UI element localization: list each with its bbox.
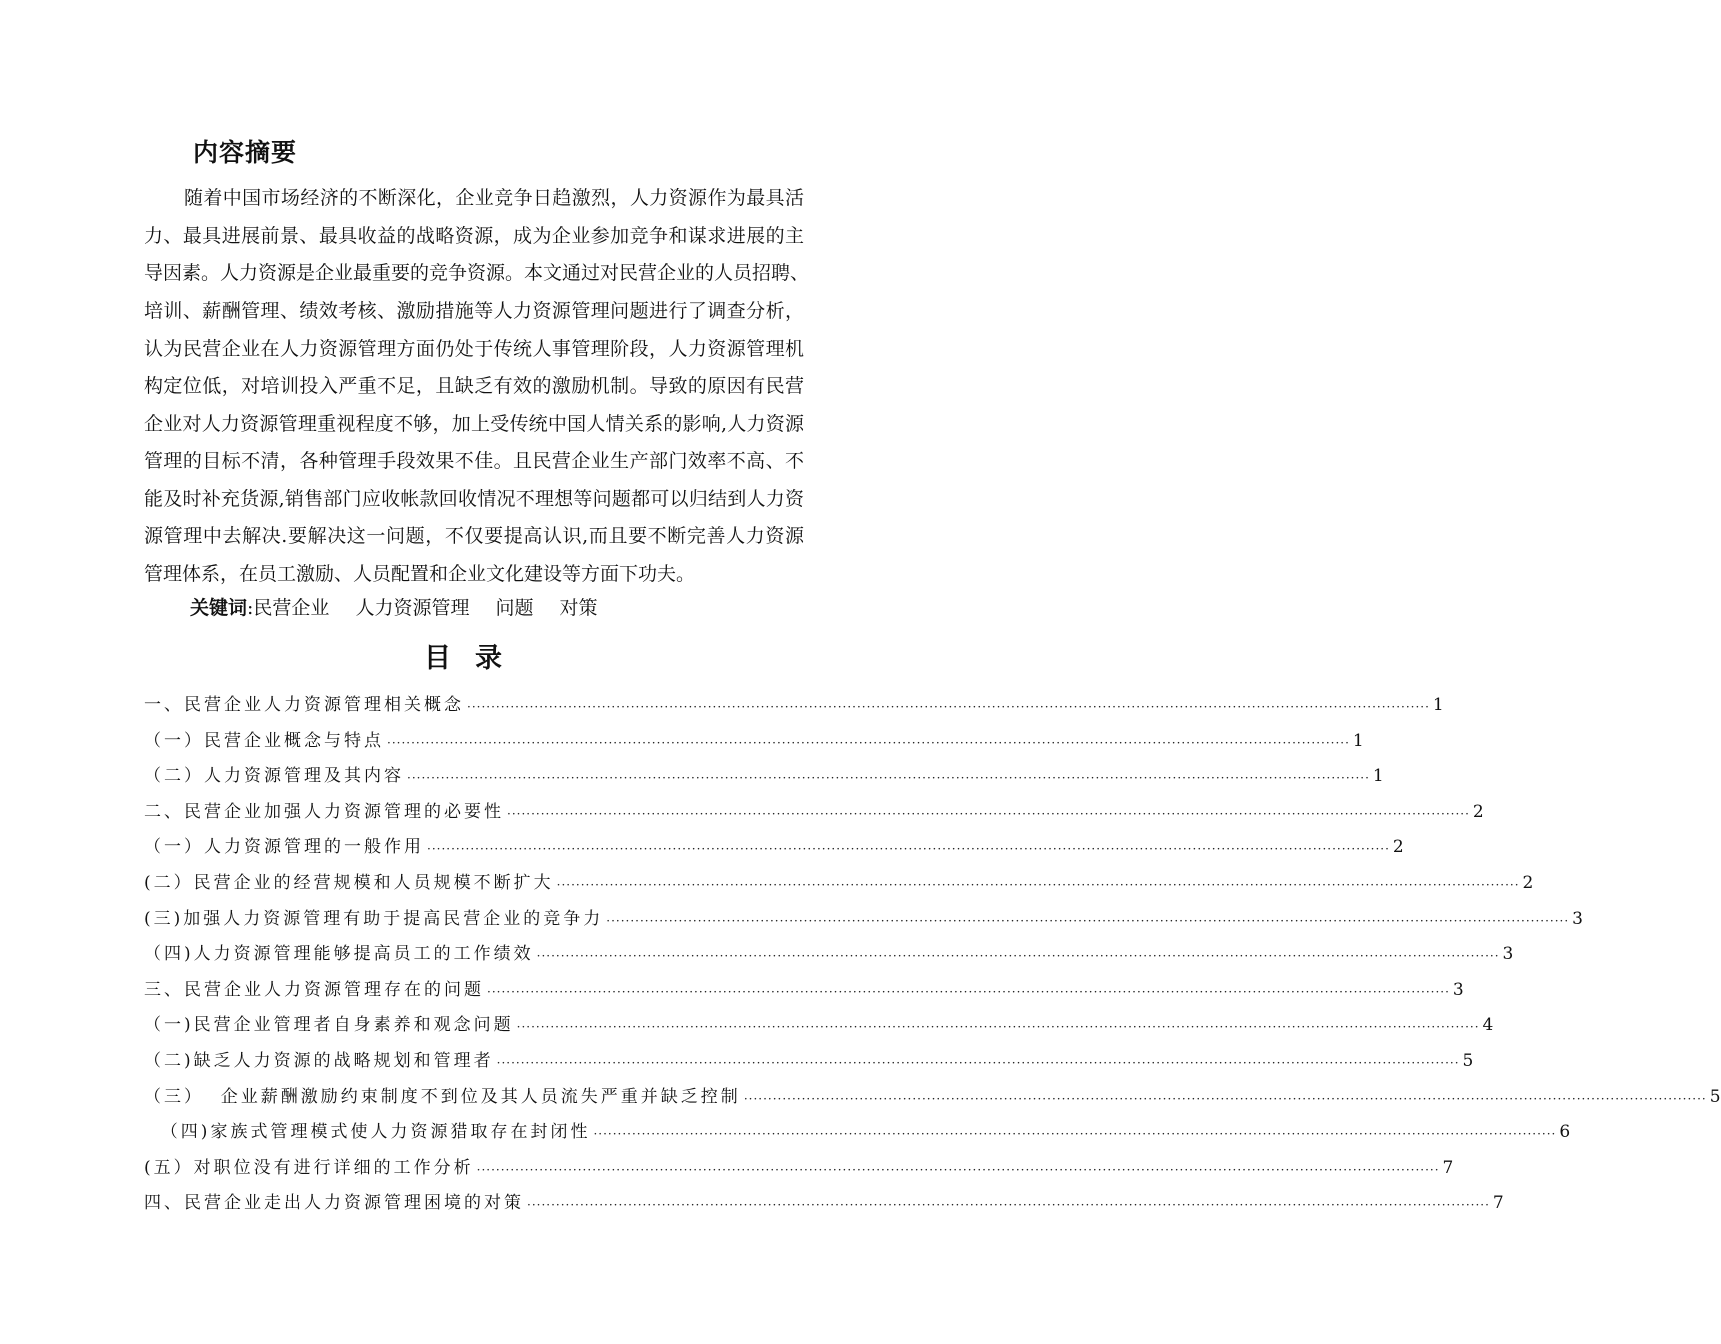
toc-entry[interactable] xyxy=(144,1048,1474,1074)
toc-page-number: 2 xyxy=(1472,802,1484,822)
toc-entry[interactable] xyxy=(144,692,1444,718)
toc-dot-leader: ········································································································································································································ xyxy=(536,949,1500,963)
toc-dot-leader: ········································································································································································································ xyxy=(527,1198,1490,1212)
toc-page-number: 2 xyxy=(1522,873,1534,893)
abstract-line: 企业对人力资源管理重视程度不够，加上受传统中国人情关系的影响,人力资源 xyxy=(144,413,804,435)
toc-entry-title: 二、民营企业加强人力资源管理的必要性 xyxy=(144,802,504,822)
toc-dot-leader: ········································································································································································································ xyxy=(487,985,1450,999)
toc-entry-title: （四)家族式管理模式使人力资源猎取存在封闭性 xyxy=(144,1122,591,1142)
abstract-line: 管理的目标不清，各种管理手段效果不佳。且民营企业生产部门效率不高、不 xyxy=(144,450,804,472)
toc-page-number: 7 xyxy=(1492,1193,1504,1213)
toc-title: 目录 xyxy=(424,643,526,674)
toc-page-number: 4 xyxy=(1482,1015,1494,1035)
keyword: 民营企业 xyxy=(253,597,330,619)
toc-entry[interactable] xyxy=(144,1084,1721,1110)
toc-entry[interactable] xyxy=(144,799,1484,825)
toc-dot-leader: ········································································································································································································ xyxy=(593,1127,1557,1141)
toc-entry-title: （二)缺乏人力资源的战略规划和管理者 xyxy=(144,1051,494,1071)
toc-dot-leader: ········································································································································································································ xyxy=(507,807,1470,821)
toc-entry[interactable] xyxy=(144,941,1514,967)
abstract-line: 构定位低，对培训投入严重不足，且缺乏有效的激励机制。导致的原因有民营 xyxy=(144,375,804,397)
toc-entry[interactable] xyxy=(144,728,1364,754)
toc-dot-leader: ········································································································································································································ xyxy=(556,878,1520,892)
toc-entry[interactable] xyxy=(144,870,1534,896)
keywords-label: 关键词 xyxy=(190,597,248,619)
toc-entry[interactable] xyxy=(144,834,1404,860)
keywords-separator: : xyxy=(247,597,254,619)
toc-entry-title: 一、民营企业人力资源管理相关概念 xyxy=(144,695,464,715)
abstract-line: 能及时补充货源,销售部门应收帐款回收情况不理想等问题都可以归结到人力资 xyxy=(144,488,804,510)
keywords-line xyxy=(190,595,623,621)
abstract-title: 内容摘要 xyxy=(193,138,298,167)
toc-dot-leader: ········································································································································································································ xyxy=(467,700,1430,714)
toc-entry-title: (五）对职位没有进行详细的工作分析 xyxy=(144,1158,474,1178)
abstract-line: 力、最具进展前景、最具收益的战略资源，成为企业参加竞争和谋求进展的主 xyxy=(144,225,804,247)
abstract-line: 管理体系，在员工激励、人员配置和企业文化建设等方面下功夫。 xyxy=(144,563,696,585)
toc-entry-title: 四、民营企业走出人力资源管理困境的对策 xyxy=(144,1193,524,1213)
toc-page-number: 3 xyxy=(1572,909,1583,929)
abstract-line: 源管理中去解决.要解决这一问题，不仅要提高认识,而且要不断完善人力资源 xyxy=(144,525,804,547)
toc-entry-title: (二）民营企业的经营规模和人员规模不断扩大 xyxy=(144,873,554,893)
toc-page-number: 5 xyxy=(1462,1051,1474,1071)
keyword: 对策 xyxy=(559,597,598,619)
toc-entry-title: （三） 企业薪酬激励约束制度不到位及其人员流失严重并缺乏控制 xyxy=(144,1087,741,1107)
abstract-line: 随着中国市场经济的不断深化，企业竞争日趋激烈，人力资源作为最具活 xyxy=(184,187,804,209)
toc-entry-title: 三、民营企业人力资源管理存在的问题 xyxy=(144,980,484,1000)
toc-page-number: 1 xyxy=(1432,695,1444,715)
toc-entry[interactable] xyxy=(144,1012,1494,1038)
toc-entry[interactable] xyxy=(144,1155,1454,1181)
toc-page-number: 7 xyxy=(1442,1158,1454,1178)
toc-page-number: 5 xyxy=(1709,1087,1721,1107)
toc-page-number: 3 xyxy=(1452,980,1464,1000)
toc-page-number: 1 xyxy=(1372,766,1384,786)
toc-entry[interactable] xyxy=(144,906,1583,932)
toc-page-number: 6 xyxy=(1559,1122,1571,1142)
abstract-line: 认为民营企业在人力资源管理方面仍处于传统人事管理阶段，人力资源管理机 xyxy=(144,338,804,360)
keyword: 问题 xyxy=(495,597,534,619)
toc-entry[interactable] xyxy=(144,977,1464,1003)
toc-entry[interactable] xyxy=(144,1190,1504,1216)
abstract-line: 培训、薪酬管理、绩效考核、激励措施等人力资源管理问题进行了调查分析， xyxy=(144,300,804,322)
toc-entry[interactable] xyxy=(144,763,1384,789)
toc-dot-leader: ········································································································································································································ xyxy=(476,1163,1440,1177)
toc-entry-title: (三)加强人力资源管理有助于提高民营企业的竞争力 xyxy=(144,909,604,929)
toc-page-number: 3 xyxy=(1502,944,1514,964)
toc-dot-leader: ········································································································································································································ xyxy=(427,842,1390,856)
toc-dot-leader: ········································································································································································································ xyxy=(516,1020,1480,1034)
toc-entry-title: （一）人力资源管理的一般作用 xyxy=(144,837,424,857)
toc-dot-leader: ········································································································································································································ xyxy=(606,914,1570,928)
toc-dot-leader: ········································································································································································································ xyxy=(387,736,1350,750)
keyword: 人力资源管理 xyxy=(355,597,470,619)
toc-page-number: 2 xyxy=(1392,837,1404,857)
toc-entry[interactable] xyxy=(144,1119,1571,1145)
toc-entry-title: （二）人力资源管理及其内容 xyxy=(144,766,404,786)
toc-entry-title: （一)民营企业管理者自身素养和观念问题 xyxy=(144,1015,514,1035)
toc-dot-leader: ········································································································································································································ xyxy=(496,1056,1460,1070)
abstract-line: 导因素。人力资源是企业最重要的竞争资源。本文通过对民营企业的人员招聘、 xyxy=(144,262,810,284)
toc-dot-leader: ········································································································································································································ xyxy=(407,771,1370,785)
toc-entry-title: （四)人力资源管理能够提高员工的工作绩效 xyxy=(144,944,534,964)
toc-dot-leader: ········································································································································································································ xyxy=(743,1092,1707,1106)
toc-page-number: 1 xyxy=(1352,731,1364,751)
toc-entry-title: （一）民营企业概念与特点 xyxy=(144,731,384,751)
